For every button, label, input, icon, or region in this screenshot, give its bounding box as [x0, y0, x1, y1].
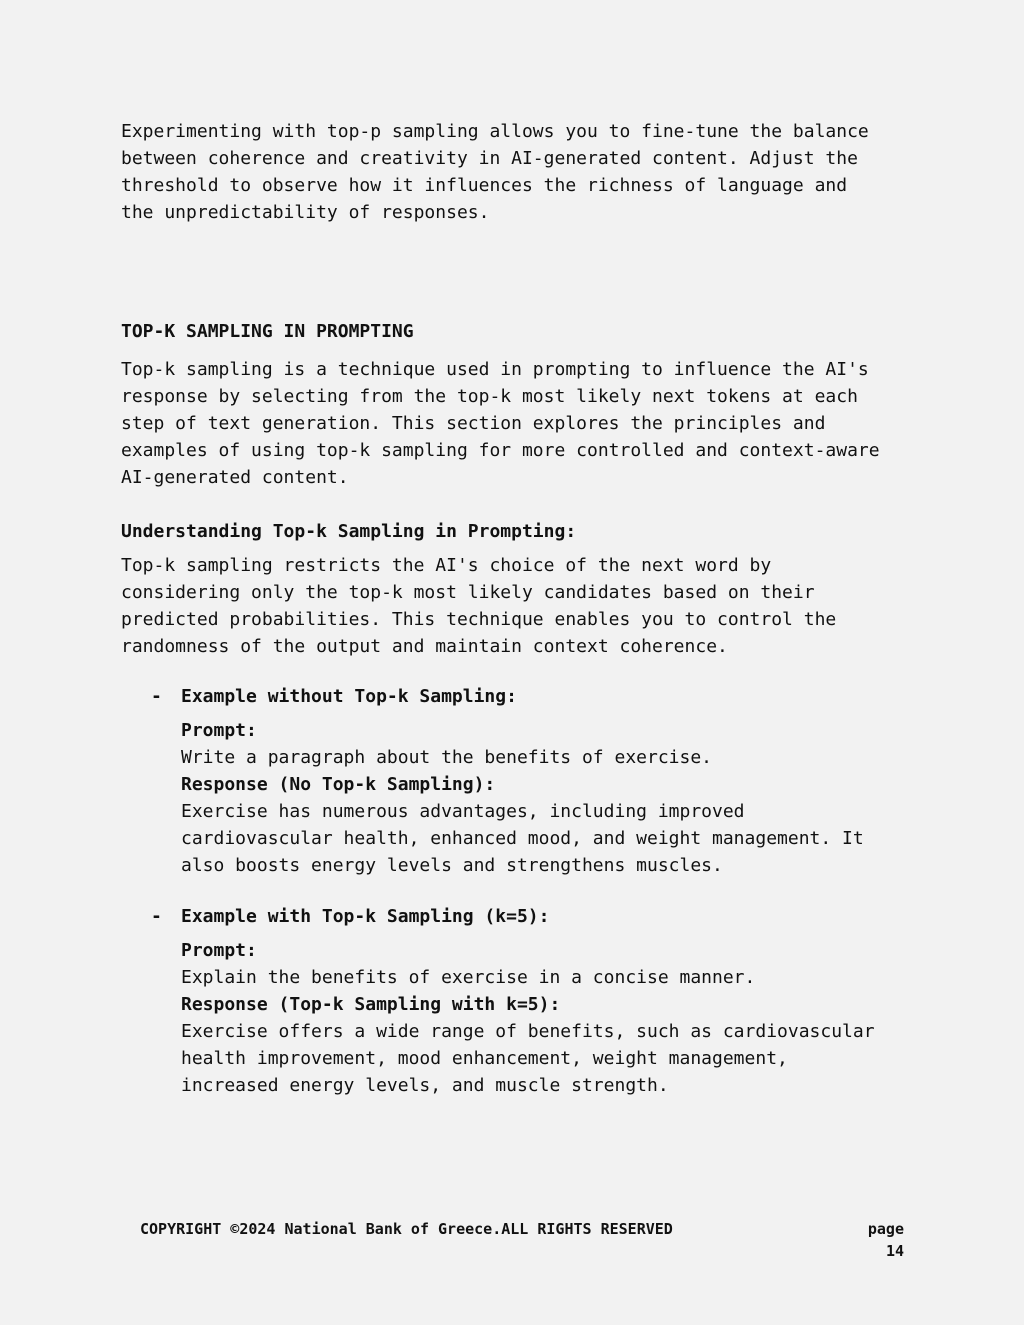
example-body	[121, 937, 911, 1099]
prompt-text: Write a paragraph about the benefits of exercise.	[181, 747, 713, 768]
example-with-topk	[121, 903, 911, 1099]
example-heading-text: Example with Top-k Sampling (k=5):	[181, 906, 550, 927]
response-label: Response (No Top-k Sampling):	[181, 774, 496, 795]
example-heading-text: Example without Top-k Sampling:	[181, 686, 517, 707]
bullet-dash: -	[151, 686, 162, 707]
section-description: Top-k sampling is a technique used in prompting to influence the AI's response by selecting from the top-k most likely next tokens at each step of text generation. This section explores the principles and examples of using top-k sampling for more controlled and context-aware AI-generated content.	[121, 359, 880, 488]
intro-paragraph: Experimenting with top-p sampling allows you to fine-tune the balance between coherence and creativity in AI-generated content. Adjust the threshold to observe how it influences the richness of language and the unpredictability of responses.	[121, 121, 869, 223]
example-heading	[121, 903, 911, 930]
page-number: 14	[885, 1242, 904, 1260]
bullet-dash: -	[151, 906, 162, 927]
response-text: Exercise offers a wide range of benefits, such as cardiovascular health improvement, mood enhancement, weight management, increased energy levels, and muscle strength.	[181, 1021, 875, 1096]
prompt-text: Explain the benefits of exercise in a concise manner.	[181, 967, 756, 988]
page-label: page	[867, 1220, 904, 1238]
example-without-topk	[121, 683, 911, 879]
example-heading	[121, 683, 911, 710]
response-text: Exercise has numerous advantages, including improved cardiovascular health, enhanced mood, and weight management. It also boosts energy levels and strengthens muscles.	[181, 801, 864, 876]
prompt-label: Prompt:	[181, 940, 257, 961]
understanding-text: Top-k sampling restricts the AI's choice of the next word by considering only the top-k most likely candidates based on their predicted probabilities. This technique enables you to control the randomness of the output and maintain context coherence.	[121, 555, 837, 657]
understanding-heading: Understanding Top-k Sampling in Prompting:	[121, 521, 577, 542]
page-number-block	[868, 1218, 904, 1262]
response-label: Response (Top-k Sampling with k=5):	[181, 994, 561, 1015]
prompt-label: Prompt:	[181, 720, 257, 741]
copyright-notice: COPYRIGHT ©2024 National Bank of Greece.ALL RIGHTS RESERVED	[140, 1220, 673, 1238]
example-body	[121, 717, 911, 879]
section-title: TOP-K SAMPLING IN PROMPTING	[121, 321, 414, 342]
